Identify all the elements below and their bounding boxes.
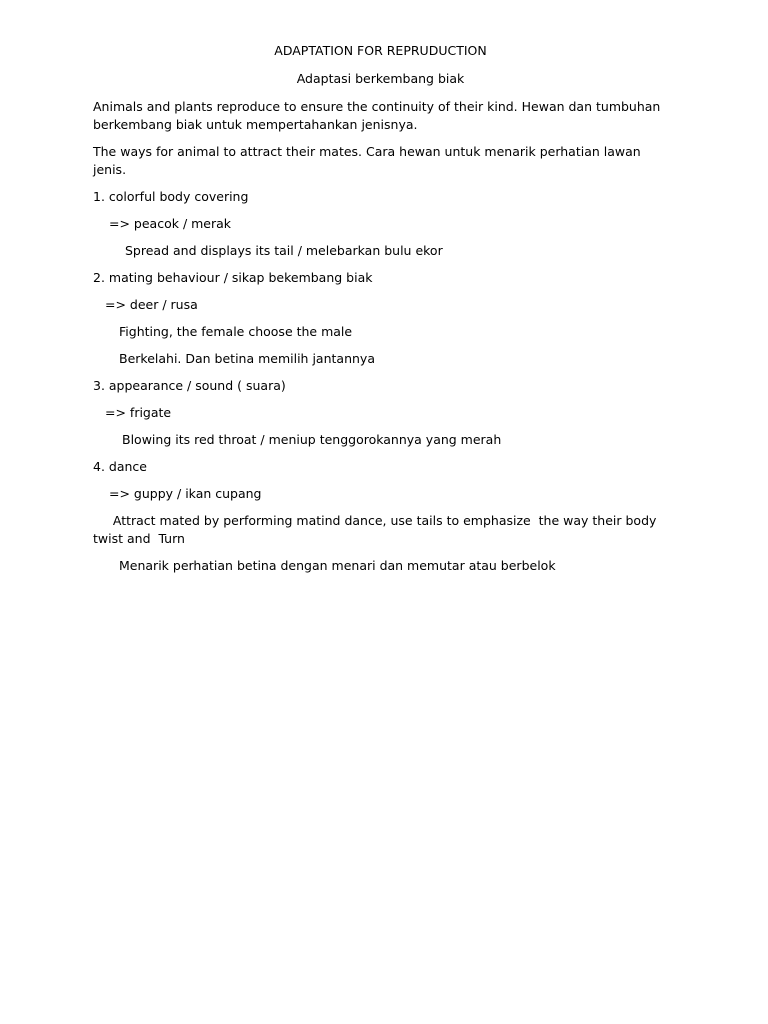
item4-description-translation: Menarik perhatian betina dengan menari dan memutar atau berbelok — [119, 558, 556, 573]
item4-example: => guppy / ikan cupang — [109, 486, 262, 501]
item1-heading: 1. colorful body covering — [93, 189, 249, 204]
item1-example: => peacok / merak — [109, 216, 232, 231]
document-body — [93, 42, 668, 584]
item2-example: => deer / rusa — [105, 297, 198, 312]
item3-description: Blowing its red throat / meniup tenggorokannya yang merah — [122, 432, 502, 447]
item4-description: Attract mated by performing matind dance, use tails to emphasize the way their body twist and Turn — [93, 513, 661, 546]
item3-example: => frigate — [105, 405, 172, 420]
item2-heading: 2. mating behaviour / sikap bekembang biak — [93, 270, 373, 285]
item4-heading: 4. dance — [93, 459, 147, 474]
intro-paragraph: Animals and plants reproduce to ensure the continuity of their kind. Hewan dan tumbuhan berkembang biak untuk mempertahankan jenisnya. — [93, 99, 665, 132]
item3-heading: 3. appearance / sound ( suara) — [93, 378, 286, 393]
ways-paragraph: The ways for animal to attract their mates. Cara hewan untuk menarik perhatian lawan jenis. — [93, 144, 645, 177]
document-title: ADAPTATION FOR REPRUDUCTION — [274, 43, 487, 58]
document-subtitle: Adaptasi berkembang biak — [296, 71, 465, 86]
item1-description: Spread and displays its tail / melebarkan bulu ekor — [125, 243, 443, 258]
item2-description-translation: Berkelahi. Dan betina memilih jantannya — [119, 351, 375, 366]
item2-description: Fighting, the female choose the male — [119, 324, 353, 339]
